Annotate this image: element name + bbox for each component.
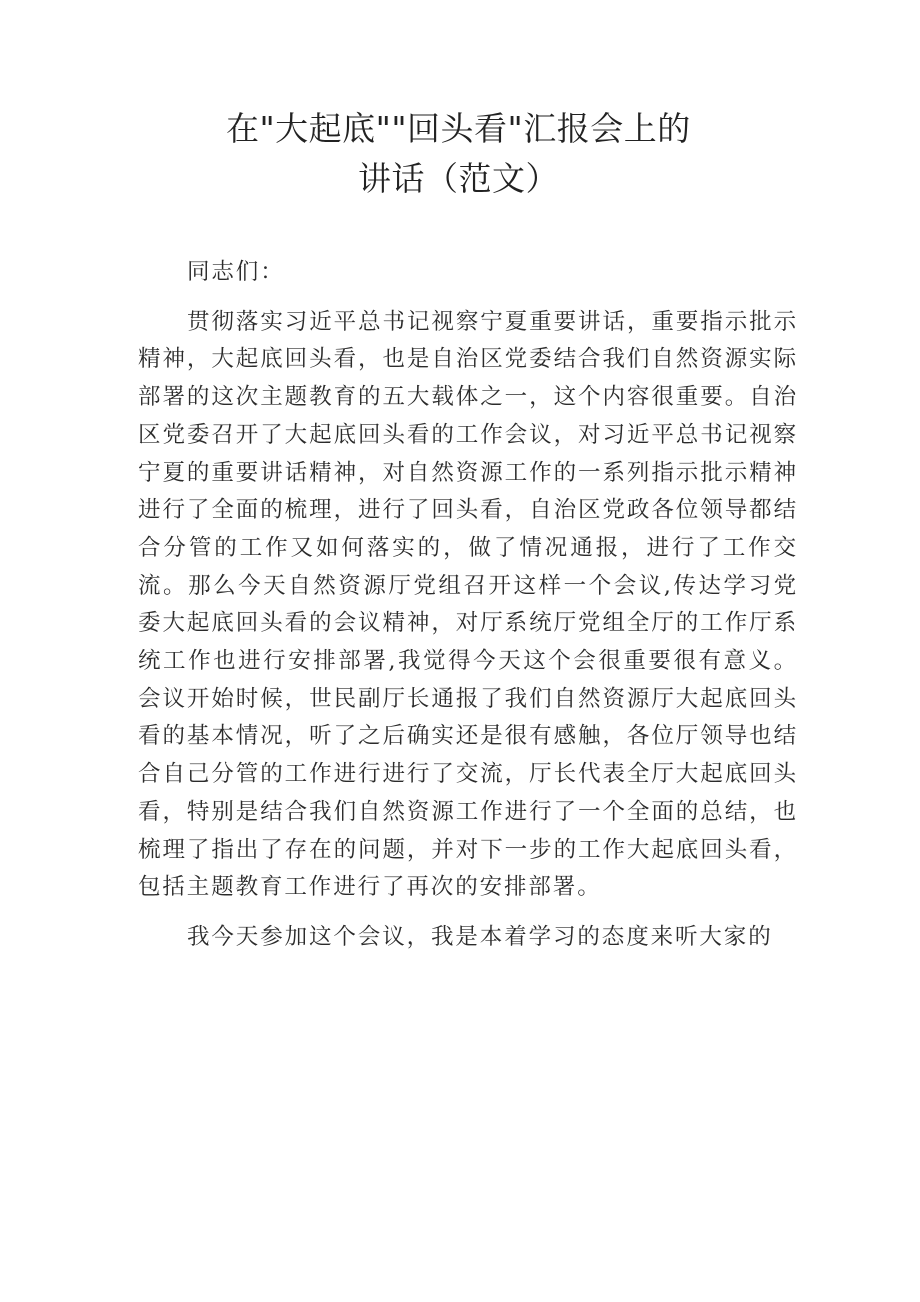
paragraph-2: 我今天参加这个会议，我是本着学习的态度来听大家的 (187, 923, 773, 950)
document-body (138, 254, 798, 957)
salutation: 同志们： (187, 259, 285, 285)
paragraph-1: 贯彻落实习近平总书记视察宁夏重要讲话，重要指示批示精神，大起底回头看，也是自治区党委结合我们自然资源实际部署的这次主题教育的五大载体之一，这个内容很重要。自治区党委召开了大起底回头看的工作会议，对习近平总书记视察宁夏的重要讲话精神，对自然资源工作的一系列指示批示精神进行了全面的梳理，进行了回头看，自治区党政各位领导都结合分管的工作又如何落实的，做了情况通报，进行了工作交流。那么今天自然资源厅党组召开这样一个会议,传达学习党委大起底回头看的会议精神，对厅系统厅党组全厅的工作厅系统工作也进行安排部署,我觉得今天这个会很重要很有意义。会议开始时候，世民副厅长通报了我们自然资源厅大起底回头看的基本情况，听了之后确实还是很有感触，各位厅领导也结合自己分管的工作进行进行了交流，厅长代表全厅大起底回头看，特别是结合我们自然资源工作进行了一个全面的总结，也梳理了指出了存在的问题，并对下一步的工作大起底回头看，包括主题教育工作进行了再次的安排部署。 (138, 308, 798, 901)
title-line-2: 讲话（范文） (358, 159, 559, 198)
title-line-1: 在"大起底""回头看"汇报会上的 (226, 109, 691, 148)
